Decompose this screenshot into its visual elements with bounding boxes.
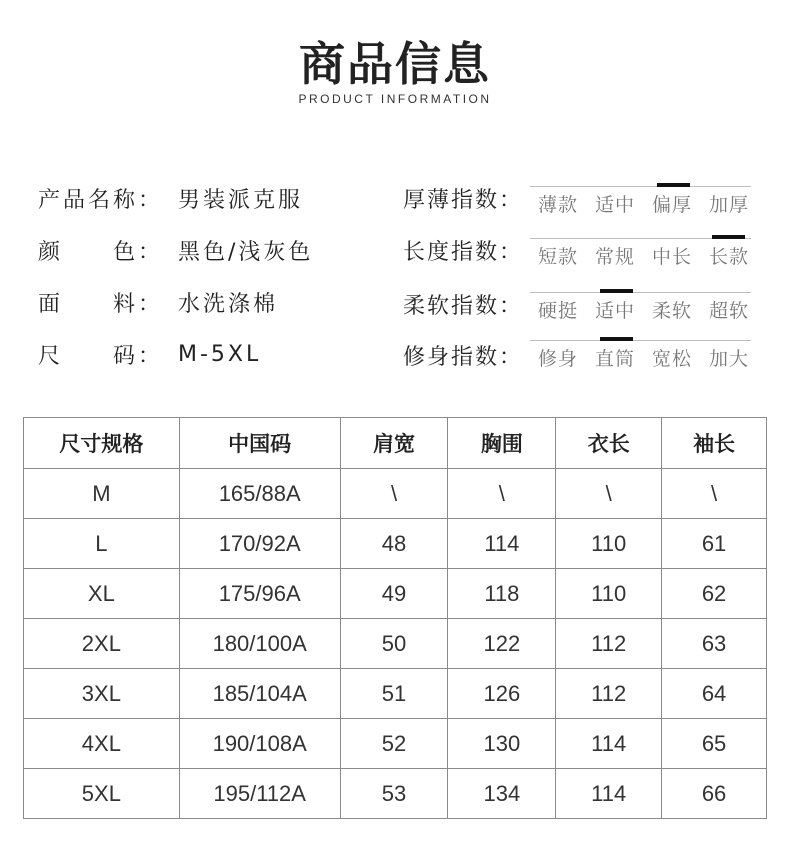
table-row [24, 519, 767, 569]
attribute-label: 颜 色： [38, 239, 164, 265]
table-cell: 2XL [24, 619, 180, 669]
table-cell: 180/100A [179, 619, 340, 669]
table-cell: \ [448, 469, 556, 519]
table-cell: 110 [556, 569, 662, 619]
table-header-row [24, 418, 767, 469]
scale-option: 柔软 [651, 300, 692, 322]
attribute-label: 尺 码： [38, 343, 164, 369]
table-cell: M [24, 469, 180, 519]
scale-option: 直筒 [594, 348, 635, 370]
table-cell: 49 [340, 569, 448, 619]
thickness-index-scale [530, 186, 751, 216]
page-title: 商品信息 [299, 37, 491, 91]
scale-option: 偏厚 [651, 194, 692, 216]
table-cell: 110 [556, 519, 662, 569]
softness-index-label: 柔软指数： [403, 293, 524, 319]
column-header-chest: 胸围 [448, 418, 556, 469]
table-cell: 185/104A [179, 669, 340, 719]
scale-option: 中长 [651, 246, 692, 268]
column-header-size: 尺寸规格 [24, 418, 180, 469]
softness-index-scale [530, 292, 751, 322]
scale-line [530, 186, 751, 187]
table-cell: 61 [662, 519, 767, 569]
table-cell: 118 [448, 569, 556, 619]
table-row [24, 669, 767, 719]
table-cell: 65 [662, 719, 767, 769]
table-row [24, 569, 767, 619]
length-index-label: 长度指数： [403, 239, 524, 265]
table-cell: 114 [556, 769, 662, 819]
scale-option: 常规 [594, 246, 635, 268]
table-cell: 190/108A [179, 719, 340, 769]
scale-option: 适中 [594, 194, 635, 216]
scale-option: 修身 [537, 348, 578, 370]
table-cell: 62 [662, 569, 767, 619]
scale-option: 硬挺 [537, 300, 578, 322]
table-cell: 114 [556, 719, 662, 769]
scale-option: 适中 [594, 300, 635, 322]
scale-option: 加厚 [708, 194, 749, 216]
attribute-row-color [38, 234, 313, 266]
table-cell: \ [340, 469, 448, 519]
table-cell: XL [24, 569, 180, 619]
scale-selected-marker [600, 289, 633, 293]
size-chart-table [23, 417, 767, 819]
table-cell: 53 [340, 769, 448, 819]
scale-option: 宽松 [651, 348, 692, 370]
scale-line [530, 340, 751, 341]
attribute-value: 男装派克服 [178, 187, 304, 213]
table-cell: 63 [662, 619, 767, 669]
table-row [24, 719, 767, 769]
table-cell: 52 [340, 719, 448, 769]
fit-index-scale [530, 340, 751, 370]
table-cell: 114 [448, 519, 556, 569]
attribute-row-name [38, 182, 303, 214]
column-header-length: 衣长 [556, 418, 662, 469]
table-cell: 165/88A [179, 469, 340, 519]
table-cell: \ [556, 469, 662, 519]
column-header-shoulder: 肩宽 [340, 418, 448, 469]
scale-line [530, 292, 751, 293]
table-row [24, 469, 767, 519]
length-index-scale [530, 238, 751, 268]
table-cell: 134 [448, 769, 556, 819]
attribute-value: 水洗涤棉 [178, 291, 279, 317]
scale-selected-marker [657, 183, 690, 187]
scale-selected-marker [712, 235, 745, 239]
attribute-row-fabric [38, 286, 278, 318]
column-header-sleeve: 袖长 [662, 418, 767, 469]
table-cell: 64 [662, 669, 767, 719]
table-cell: 48 [340, 519, 448, 569]
table-cell: 112 [556, 619, 662, 669]
table-cell: 195/112A [179, 769, 340, 819]
table-cell: 126 [448, 669, 556, 719]
table-row [24, 619, 767, 669]
scale-option: 薄款 [537, 194, 578, 216]
page-subtitle: PRODUCT INFORMATION [298, 92, 492, 106]
scale-option: 短款 [537, 246, 578, 268]
scale-option: 加大 [708, 348, 749, 370]
fit-index-label: 修身指数： [403, 344, 524, 370]
table-cell: \ [662, 469, 767, 519]
table-row [24, 769, 767, 819]
table-cell: 175/96A [179, 569, 340, 619]
attribute-row-size [38, 338, 261, 370]
attribute-label: 面 料： [38, 291, 164, 317]
table-cell: 130 [448, 719, 556, 769]
table-cell: 170/92A [179, 519, 340, 569]
table-cell: 112 [556, 669, 662, 719]
table-cell: 5XL [24, 769, 180, 819]
table-cell: 4XL [24, 719, 180, 769]
table-cell: 51 [340, 669, 448, 719]
thickness-index-label: 厚薄指数： [403, 187, 524, 213]
table-cell: 66 [662, 769, 767, 819]
attribute-value: 黑色/浅灰色 [178, 239, 314, 265]
table-cell: 3XL [24, 669, 180, 719]
table-cell: L [24, 519, 180, 569]
table-cell: 50 [340, 619, 448, 669]
attribute-label: 产品名称： [38, 187, 164, 213]
scale-option: 超软 [708, 300, 749, 322]
table-cell: 122 [448, 619, 556, 669]
scale-option: 长款 [708, 246, 749, 268]
column-header-china-size: 中国码 [179, 418, 340, 469]
scale-selected-marker [600, 337, 633, 341]
attribute-value: M-5XL [178, 341, 262, 367]
